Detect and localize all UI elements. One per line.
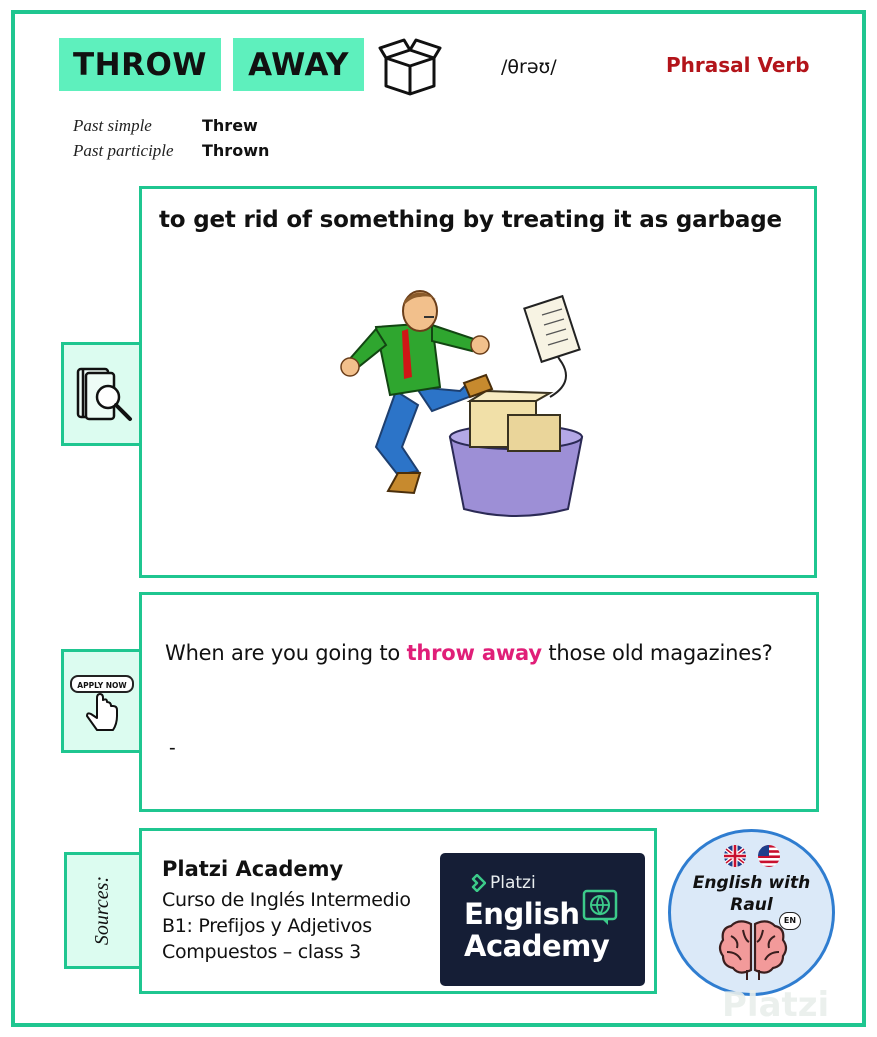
source-line: B1: Prefijos y Adjetivos xyxy=(162,915,372,937)
us-flag-icon xyxy=(757,844,781,868)
brain-icon xyxy=(717,918,789,980)
verb-forms xyxy=(73,113,269,163)
sources-label: Sources: xyxy=(91,875,114,946)
word-type: Phrasal Verb xyxy=(666,53,810,77)
definition-panel xyxy=(139,186,817,578)
platzi-english-academy-badge xyxy=(440,853,645,986)
english-with-raul-logo xyxy=(668,829,835,996)
definition-text: to get rid of something by treating it as garbage xyxy=(159,207,782,233)
example-panel xyxy=(139,592,819,812)
book-magnifier-icon xyxy=(72,363,136,427)
apply-now-hand-icon xyxy=(67,668,137,738)
past-simple-row xyxy=(73,113,269,138)
example-note: - xyxy=(169,737,176,759)
en-speech-tag: EN xyxy=(779,912,801,930)
example-highlight: throw away xyxy=(406,641,542,665)
sources-panel xyxy=(139,828,657,994)
apply-now-caption: APPLY NOW xyxy=(77,681,127,690)
source-line: Compuestos – class 3 xyxy=(162,941,361,963)
past-simple-value: Threw xyxy=(202,116,258,135)
uk-flag-icon xyxy=(723,844,747,868)
platzi-logo-icon xyxy=(468,874,486,892)
logo-title-line-1: English with xyxy=(692,873,811,893)
platzi-watermark: Platzi xyxy=(722,985,830,1025)
example-sentence xyxy=(165,641,773,665)
definition-tab xyxy=(61,342,142,446)
open-box-icon xyxy=(376,36,444,96)
man-kicking-trash-illustration xyxy=(336,287,596,523)
source-line: Curso de Inglés Intermedio xyxy=(162,889,411,911)
globe-speech-icon xyxy=(582,889,618,925)
sources-tab xyxy=(64,852,142,969)
past-participle-label: Past participle xyxy=(73,141,174,160)
logo-title-line-2: Raul xyxy=(730,895,773,915)
example-after: those old magazines? xyxy=(541,641,773,665)
source-title: Platzi Academy xyxy=(162,857,344,881)
past-participle-value: Thrown xyxy=(202,141,270,160)
past-simple-label: Past simple xyxy=(73,116,152,135)
example-tab xyxy=(61,649,142,753)
badge-brand: Platzi xyxy=(490,873,536,893)
phrasal-verb-word-1: THROW xyxy=(59,38,221,91)
past-participle-row xyxy=(73,138,269,163)
example-before: When are you going to xyxy=(165,641,407,665)
phonetic-transcription: /θrəʊ/ xyxy=(501,56,557,78)
phrasal-verb-word-2: AWAY xyxy=(233,38,364,91)
badge-line-english: English xyxy=(464,897,580,931)
badge-line-academy: Academy xyxy=(464,929,610,963)
